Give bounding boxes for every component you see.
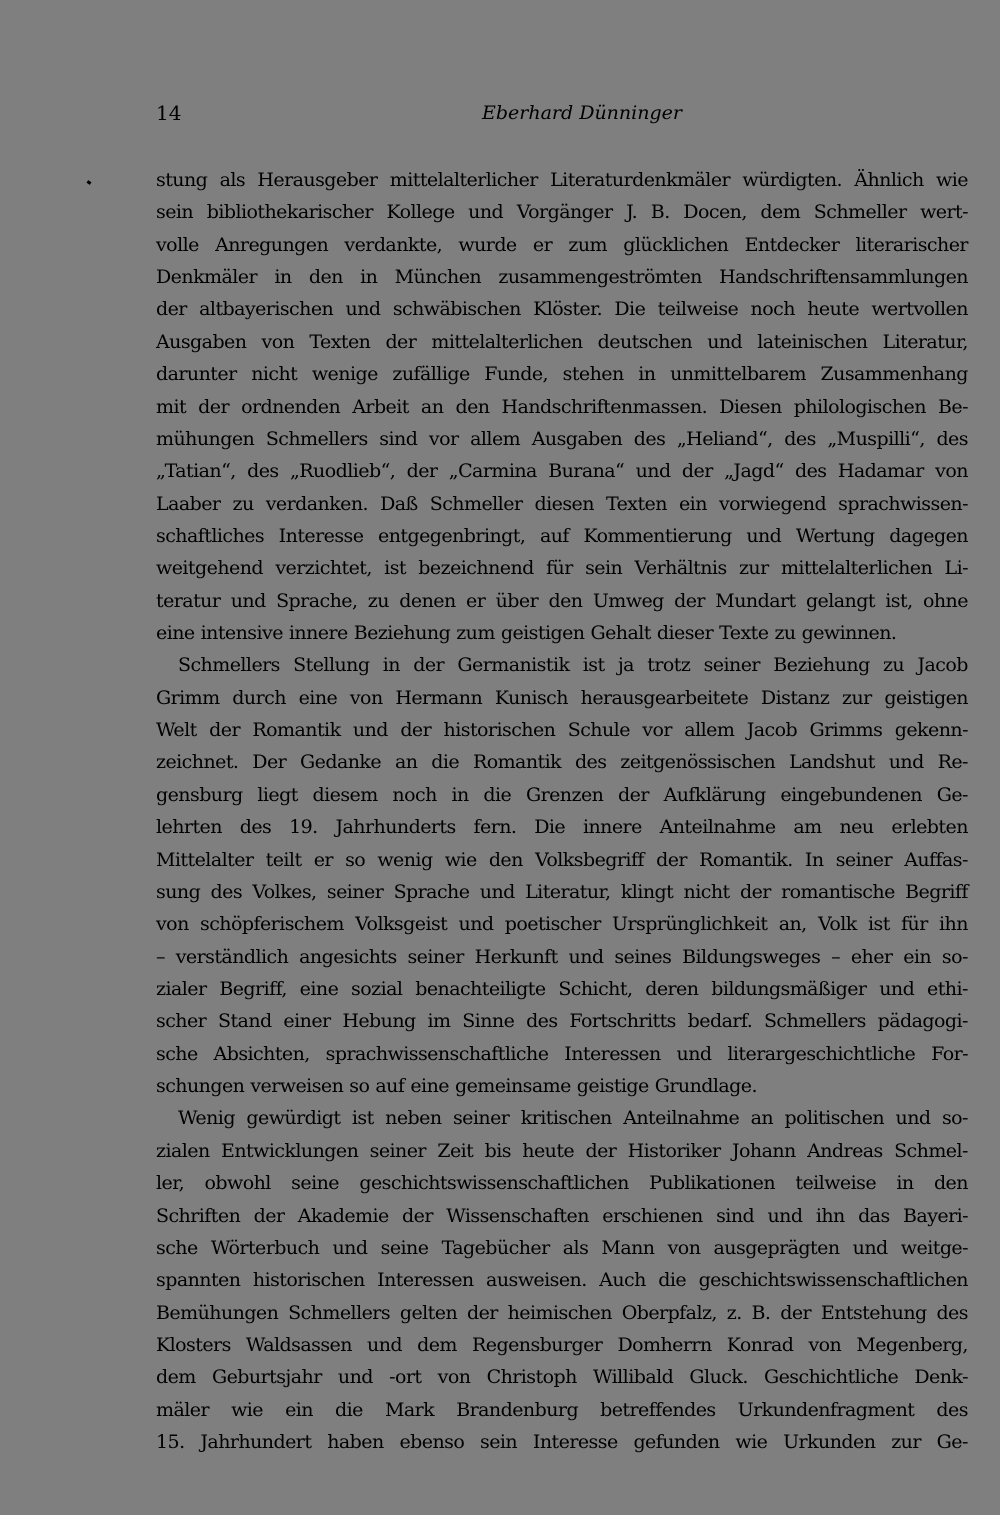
text-line: lehrten des 19. Jahrhunderts fern. Die innere Anteilnahme am neu erlebten	[156, 816, 968, 839]
text-line: schaftliches Interesse entgegenbringt, auf Kommentierung und Wertung dagegen	[156, 524, 968, 547]
text-line: scher Stand einer Hebung im Sinne des Fortschritts bedarf. Schmellers pädagogi-	[156, 1010, 968, 1033]
text-line: von schöpferischem Volksgeist und poetischer Ursprünglichkeit an, Volk ist für ihn	[156, 913, 968, 936]
text-line: sche Wörterbuch und seine Tagebücher als Mann von ausgeprägten und weitge-	[156, 1236, 968, 1259]
text-line: zeichnet. Der Gedanke an die Romantik des zeitgenössischen Landshut und Re-	[156, 751, 968, 774]
text-line: teratur und Sprache, zu denen er über den Umweg der Mundart gelangt ist, ohne	[156, 589, 968, 612]
text-line: Schriften der Akademie der Wissenschaften erschienen sind und ihn das Bayeri-	[156, 1204, 968, 1227]
text-line: der altbayerischen und schwäbischen Klöster. Die teilweise noch heute wertvollen	[156, 298, 968, 321]
text-line: mit der ordnenden Arbeit an den Handschriftenmassen. Diesen philologischen Be-	[156, 395, 968, 418]
page-header	[156, 98, 968, 130]
text-line: mäler wie ein die Mark Brandenburg betreffendes Urkundenfragment des	[156, 1398, 968, 1421]
text-line: „Tatian“, des „Ruodlieb“, der „Carmina Burana“ und der „Jagd“ des Hadamar von	[156, 460, 968, 483]
text-line: gensburg liegt diesem noch in die Grenzen der Aufklärung eingebundenen Ge-	[156, 783, 968, 806]
text-line: schungen verweisen so auf eine gemeinsame geistige Grundlage.	[156, 1075, 757, 1098]
text-line: spannten historischen Interessen ausweisen. Auch die geschichtswissenschaftlichen	[156, 1269, 968, 1292]
running-head: Eberhard Dünninger	[482, 102, 682, 124]
text-line: dem Geburtsjahr und -ort von Christoph Willibald Gluck. Geschichtliche Denk-	[156, 1366, 968, 1389]
text-line: Welt der Romantik und der historischen Schule vor allem Jacob Grimms gekenn-	[156, 719, 968, 742]
text-line: ler, obwohl seine geschichtswissenschaftlichen Publikationen teilweise in den	[156, 1172, 968, 1195]
text-line: darunter nicht wenige zufällige Funde, stehen in unmittelbarem Zusammenhang	[156, 363, 968, 386]
text-line: sche Absichten, sprachwissenschaftliche Interessen und literargeschichtliche For-	[156, 1042, 968, 1065]
text-line: Schmellers Stellung in der Germanistik ist ja trotz seiner Beziehung zu Jacob	[178, 654, 968, 677]
text-line: sein bibliothekarischer Kollege und Vorgänger J. B. Docen, dem Schmeller wert-	[156, 201, 968, 224]
text-line: zialen Entwicklungen seiner Zeit bis heute der Historiker Johann Andreas Schmel-	[156, 1139, 968, 1162]
text-line: 15. Jahrhundert haben ebenso sein Interesse gefunden wie Urkunden zur Ge-	[156, 1431, 968, 1454]
text-line: stung als Herausgeber mittelalterlicher Literaturdenkmäler würdigten. Ähnlich wie	[156, 169, 968, 191]
text-line: weitgehend verzichtet, ist bezeichnend für sein Verhältnis zur mittelalterlichen Li-	[156, 557, 968, 580]
text-line: Laaber zu verdanken. Daß Schmeller diesen Texten ein vorwiegend sprachwissen-	[156, 492, 968, 515]
text-line: Grimm durch eine von Hermann Kunisch herausgearbeitete Distanz zur geistigen	[156, 686, 968, 709]
text-line: eine intensive innere Beziehung zum geistigen Gehalt dieser Texte zu gewinnen.	[156, 622, 897, 645]
stray-ink-mark	[87, 180, 92, 185]
text-line: volle Anregungen verdankte, wurde er zum glücklichen Entdecker literarischer	[156, 233, 968, 256]
text-line: Ausgaben von Texten der mittelalterlichen deutschen und lateinischen Literatur,	[156, 330, 968, 353]
text-line: zialer Begriff, eine sozial benachteiligte Schicht, deren bildungsmäßiger und ethi-	[156, 977, 968, 1000]
text-line: Denkmäler in den in München zusammengeströmten Handschriftensammlungen	[156, 266, 968, 289]
text-line: – verständlich angesichts seiner Herkunft und seines Bildungsweges – eher ein so-	[156, 945, 968, 968]
text-line: Klosters Waldsassen und dem Regensburger Domherrn Konrad von Megenberg,	[156, 1333, 968, 1356]
text-line: Mittelalter teilt er so wenig wie den Volksbegriff der Romantik. In seiner Auffas-	[156, 848, 968, 871]
body-text	[156, 164, 968, 1458]
page-number: 14	[156, 101, 182, 125]
text-line: mühungen Schmellers sind vor allem Ausgaben des „Heliand“, des „Muspilli“, des	[156, 427, 968, 450]
text-line: sung des Volkes, seiner Sprache und Literatur, klingt nicht der romantische Begriff	[156, 880, 968, 903]
text-line: Bemühungen Schmellers gelten der heimischen Oberpfalz, z. B. der Entstehung des	[156, 1301, 968, 1324]
text-line: Wenig gewürdigt ist neben seiner kritischen Anteilnahme an politischen und so-	[178, 1107, 968, 1130]
